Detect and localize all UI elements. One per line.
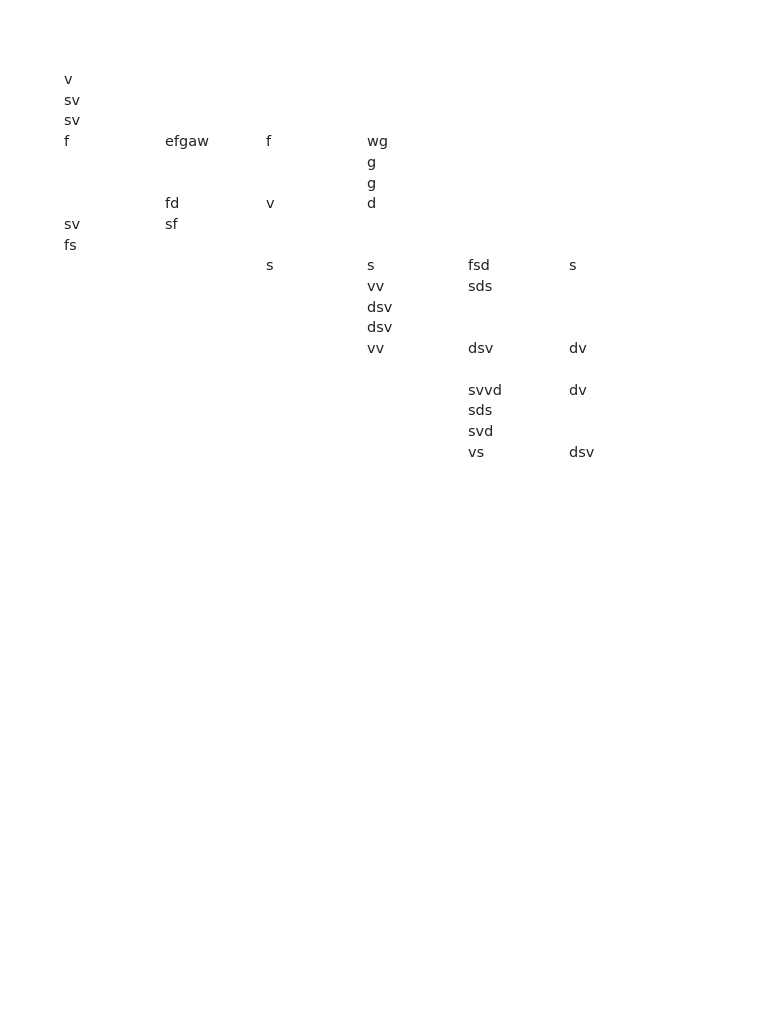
grid-cell: vs [468,444,485,461]
grid-cell [266,360,367,381]
grid-cell [367,422,468,443]
grid-cell [165,422,266,443]
grid-cell [569,401,670,422]
grid-cell: dsv [569,444,595,461]
grid-cell [569,111,670,132]
grid-cell [266,277,367,298]
grid-cell [266,236,367,257]
grid-cell [64,298,165,319]
grid-row [64,174,670,195]
grid-cell [468,91,569,112]
grid-row [64,236,670,257]
grid-cell [64,153,165,174]
grid-cell [165,360,266,381]
grid-cell: sv [64,216,81,233]
grid-cell [64,360,165,381]
grid-cell [569,91,670,112]
grid-cell [266,174,367,195]
grid-cell [468,111,569,132]
grid-cell [165,174,266,195]
grid-cell [367,91,468,112]
grid-cell [64,174,165,195]
grid-cell: svvd [468,382,502,399]
grid-cell: dsv [468,341,494,358]
grid-row [64,256,670,277]
grid-row [64,153,670,174]
grid-cell [468,318,569,339]
grid-cell: fd [165,196,180,213]
grid-cell: f [64,134,70,151]
grid-cell [367,443,468,464]
grid-cell [468,174,569,195]
grid-cell [569,153,670,174]
grid-row [64,298,670,319]
grid-row [64,132,670,153]
grid-cell: sf [165,216,178,233]
grid-cell: dv [569,341,587,358]
grid-cell [165,318,266,339]
grid-cell: f [266,134,272,151]
grid-cell: g [367,175,377,192]
grid-cell [569,236,670,257]
grid-cell: vv [367,279,385,296]
grid-cell [64,318,165,339]
grid-row [64,277,670,298]
grid-cell: svd [468,423,494,440]
grid-cell [266,298,367,319]
grid-row [64,215,670,236]
grid-row [64,91,670,112]
grid-cell [569,360,670,381]
grid-cell [569,318,670,339]
grid-cell: g [367,154,377,171]
grid-cell [64,443,165,464]
grid-cell [367,111,468,132]
grid-cell [266,443,367,464]
grid-cell [64,422,165,443]
grid-cell [569,194,670,215]
grid-cell [569,422,670,443]
grid-cell [64,277,165,298]
grid-cell: s [266,258,274,275]
grid-cell [266,215,367,236]
grid-cell [468,153,569,174]
grid-cell [266,422,367,443]
grid-cell: efgaw [165,134,209,151]
grid-cell [468,236,569,257]
grid-cell [165,256,266,277]
grid-cell [367,70,468,91]
grid-cell [266,70,367,91]
grid-cell [64,194,165,215]
grid-cell: dv [569,382,587,399]
grid-cell [64,401,165,422]
grid-cell [165,70,266,91]
grid-row [64,194,670,215]
grid-cell [569,70,670,91]
grid-cell [165,236,266,257]
grid-row [64,401,670,422]
grid-cell: sds [468,279,493,296]
grid-cell [165,298,266,319]
grid-cell: s [569,258,577,275]
grid-cell [266,401,367,422]
grid-cell [266,153,367,174]
grid-cell [468,132,569,153]
grid-cell: sv [64,92,81,109]
grid-cell [165,277,266,298]
grid-cell [64,381,165,402]
grid-cell [64,339,165,360]
grid-cell [569,298,670,319]
grid-row [64,111,670,132]
grid-cell: s [367,258,375,275]
grid-cell [266,318,367,339]
grid-cell [468,215,569,236]
grid-cell [165,401,266,422]
grid-cell: d [367,196,377,213]
cell-grid-body [64,70,670,463]
grid-cell: dsv [367,299,393,316]
grid-cell [64,256,165,277]
grid-cell [569,215,670,236]
grid-cell: wg [367,134,389,151]
grid-cell [165,381,266,402]
grid-cell [468,298,569,319]
grid-cell [165,339,266,360]
grid-cell: sv [64,113,81,130]
grid-cell [569,174,670,195]
grid-cell [468,194,569,215]
grid-cell: fs [64,237,77,254]
grid-cell [569,277,670,298]
grid-row [64,381,670,402]
cell-grid [64,70,670,463]
grid-cell: sds [468,403,493,420]
grid-row [64,443,670,464]
grid-cell: fsd [468,258,490,275]
grid-row [64,70,670,91]
grid-cell: vv [367,341,385,358]
grid-cell [468,360,569,381]
grid-cell [165,443,266,464]
grid-cell [266,381,367,402]
grid-cell [468,70,569,91]
grid-cell [266,339,367,360]
grid-cell [266,91,367,112]
grid-cell [165,91,266,112]
grid-cell: v [64,72,73,88]
grid-row [64,339,670,360]
grid-cell: dsv [367,320,393,337]
grid-row [64,422,670,443]
grid-cell [367,215,468,236]
grid-cell [367,360,468,381]
grid-cell [165,153,266,174]
grid-row [64,318,670,339]
grid-row [64,360,670,381]
grid-cell [266,111,367,132]
grid-cell [367,381,468,402]
grid-cell [367,236,468,257]
grid-cell [165,111,266,132]
grid-cell [569,132,670,153]
grid-cell: v [266,196,275,213]
grid-cell [367,401,468,422]
